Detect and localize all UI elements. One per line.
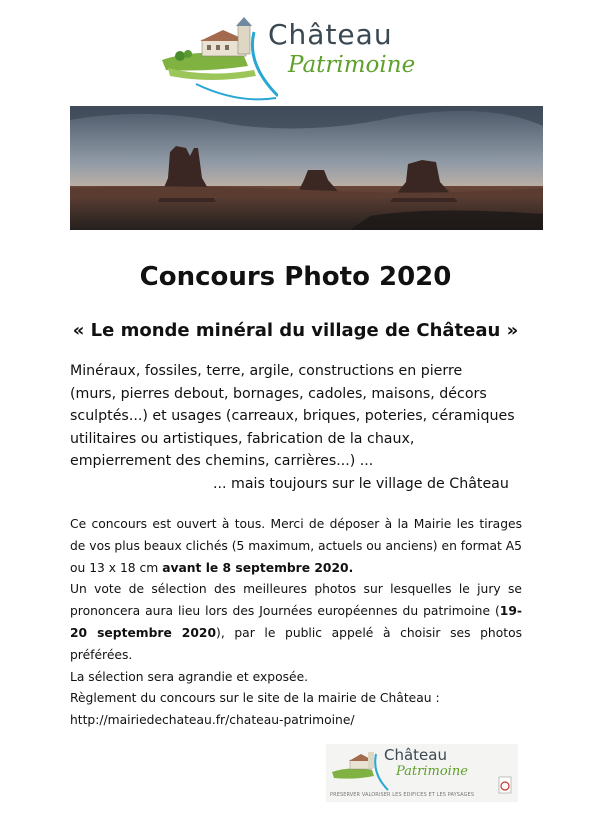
- submission-paragraph: [70, 514, 522, 579]
- contest-details: [70, 514, 522, 732]
- vote-dates-text: 19-20 septembre 2020: [70, 604, 522, 640]
- footer-brand-patrimoine: Patrimoine: [396, 764, 468, 779]
- intro-line: empierrement des chemins, carrières...) ...: [70, 453, 374, 469]
- exhibition-paragraph: La sélection sera agrandie et exposée.: [70, 669, 309, 684]
- rules-url-link[interactable]: http://mairiedechateau.fr/chateau-patrimoine/: [70, 713, 355, 728]
- intro-closing-line: ... mais toujours sur le village de Château: [213, 475, 509, 492]
- chateau-patrimoine-logo: [158, 14, 448, 104]
- submission-text: Ce concours est ouvert à tous. Merci de déposer à la Mairie les tirages de vos plus beaux clichés (5 maximum, actuels ou anciens) en format A5 ou 13 x 18 cm: [70, 517, 522, 575]
- footer-tagline: PRESERVER VALORISER LES EDIFICES ET LES PAYSAGES: [330, 792, 475, 798]
- footer-brand-chateau: Château: [384, 746, 447, 764]
- vote-paragraph: [70, 579, 522, 666]
- intro-line: sculptés...) et usages (carreaux, briques, poteries, céramiques: [70, 408, 515, 424]
- monument-valley-photo: [70, 106, 543, 230]
- deadline-text: avant le 8 septembre 2020.: [162, 560, 354, 575]
- vote-text: Un vote de sélection des meilleures photos sur lesquelles le jury se prononcera aura lieu lors des Journées européennes du patrimoine (: [70, 582, 522, 619]
- contest-theme-subtitle: « Le monde minéral du village de Château »: [72, 320, 519, 341]
- intro-line: utilitaires ou artistiques, fabrication de la chaux,: [70, 430, 415, 447]
- chateau-landscape-icon: [158, 14, 278, 104]
- brand-chateau-text: Château: [268, 18, 393, 51]
- vote-text-end: ), par le public appelé à choisir ses photos préférées.: [70, 625, 522, 662]
- rules-paragraph: Règlement du concours sur le site de la mairie de Château :: [70, 691, 440, 706]
- page-title: Concours Photo 2020: [139, 262, 452, 292]
- intro-paragraph: [70, 360, 525, 495]
- banner-photo: [70, 106, 543, 230]
- footer-logo: [326, 744, 518, 802]
- chateau-landscape-small-icon: [330, 746, 390, 792]
- intro-line: Minéraux, fossiles, terre, argile, constructions en pierre: [70, 363, 463, 379]
- intro-line: (murs, pierres debout, bornages, cadoles, maisons, décors: [70, 385, 487, 402]
- brand-patrimoine-text: Patrimoine: [288, 52, 416, 78]
- seal-icon: [498, 776, 512, 794]
